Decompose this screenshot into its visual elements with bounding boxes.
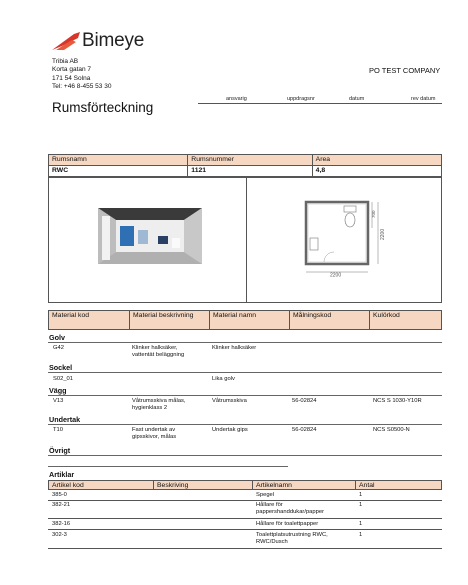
section-divider <box>48 372 442 373</box>
company-logo <box>52 30 162 52</box>
articles-title: Artiklar <box>49 470 75 479</box>
material-description-line: hygienklass 2 <box>132 404 168 411</box>
room-images-divider <box>246 176 247 303</box>
meta-revdate: rev datum <box>411 96 436 102</box>
material-name: Undertak gips <box>212 427 248 433</box>
address-line: Korta gatan 7 <box>52 66 92 74</box>
material-description-line: vattentät beläggning <box>132 351 185 358</box>
meta-client: uppdragsnr <box>287 96 315 102</box>
article-code: 302-3 <box>52 532 67 538</box>
article-header-description: Beskriving <box>154 481 253 490</box>
material-description <box>132 398 185 412</box>
section-divider <box>48 342 442 343</box>
meta-divider <box>198 103 442 104</box>
material-header-code: Material kod <box>49 311 130 330</box>
bimeye-logo-mark-icon <box>52 32 80 50</box>
address-line: Tel: +46 8-455 53 30 <box>52 83 112 91</box>
article-name-line: pappershanddukar/papper <box>256 508 325 515</box>
section-divider <box>48 455 442 456</box>
article-row-divider <box>48 500 442 501</box>
room-header-number: Rumsnummer <box>188 155 312 165</box>
room-area: 4,8 <box>315 167 326 174</box>
material-description-line: Våtrumsskiva målas, <box>132 398 186 404</box>
section-skirting: Sockel <box>49 363 73 372</box>
material-header-paint-code: Målningskod <box>290 311 370 330</box>
material-name: Klinker halksäker <box>212 345 257 351</box>
article-quantity: 1 <box>359 502 363 508</box>
article-header-name: Artikelnamn <box>253 481 356 490</box>
material-code: T10 <box>53 427 63 433</box>
article-quantity: 1 <box>359 532 363 538</box>
article-quantity: 1 <box>359 521 363 527</box>
section-floor: Golv <box>49 333 65 342</box>
page-title: Rumsförteckning <box>52 100 154 115</box>
material-description <box>132 345 184 359</box>
material-code: S02_01 <box>53 376 73 382</box>
article-name: Hållare för toalettpapper <box>256 521 319 527</box>
color-code: NCS S0500-N <box>373 427 410 433</box>
plan-dimension-width: 2200 <box>330 272 342 278</box>
section-other: Övrigt <box>49 446 71 455</box>
section-divider <box>48 395 442 396</box>
paint-code: 56-02824 <box>292 427 317 433</box>
article-name <box>256 532 328 545</box>
article-name-line: RWC/Dusch <box>256 538 288 545</box>
section-ceiling: Undertak <box>49 415 81 424</box>
article-code: 385-0 <box>52 492 67 498</box>
material-description <box>132 427 176 441</box>
room-table <box>48 154 442 178</box>
company-address <box>52 58 111 92</box>
article-name-line: Hållare för <box>256 502 283 508</box>
meta-responsible: ansvarig <box>226 96 247 102</box>
material-code: V13 <box>53 398 64 404</box>
article-row-divider <box>48 529 442 530</box>
address-line: Tribia AB <box>52 58 79 65</box>
articles-table-header <box>48 480 442 490</box>
article-row-divider <box>48 548 442 549</box>
room-header-area: Area <box>315 156 331 163</box>
material-description-line: Fast undertak av <box>132 427 176 433</box>
section-divider <box>48 424 442 425</box>
material-code: G42 <box>53 345 64 351</box>
material-name: Våtrumsskiva <box>212 398 247 404</box>
floor-plan-drawing <box>300 198 390 278</box>
material-name: Lika golv <box>212 376 235 382</box>
article-header-code: Artikel kod <box>49 481 154 490</box>
article-name <box>256 502 324 515</box>
client-company: PO TEST COMPANY <box>369 66 441 75</box>
room-header-name: Rumsnamn <box>49 155 188 165</box>
article-quantity: 1 <box>359 492 363 498</box>
logo-text: Bimeye <box>82 30 145 51</box>
plan-dimension-height: 2200 <box>380 228 386 240</box>
material-header-name: Material namn <box>210 311 290 330</box>
articles-top-divider <box>48 466 288 467</box>
article-row-divider <box>48 518 442 519</box>
material-description-line: Klinker halksäker, <box>132 345 178 351</box>
plan-dimension-small: 700 <box>371 210 376 218</box>
article-code: 382-21 <box>52 502 71 508</box>
material-table-header <box>48 310 442 330</box>
room-header-row <box>48 154 442 166</box>
material-header-color-code: Kulörkod <box>373 312 400 319</box>
article-name-line: Toalettplatsutrustning RWC, <box>256 532 328 538</box>
meta-date: datum <box>349 96 365 102</box>
room-name: RWC <box>49 166 188 177</box>
article-header-quantity: Antal <box>359 482 375 489</box>
section-wall: Vägg <box>49 386 67 395</box>
color-code: NCS S 1030-Y10R <box>373 398 422 404</box>
article-name: Spegel <box>256 492 275 498</box>
paint-code: 56-02824 <box>292 398 317 404</box>
article-code: 382-16 <box>52 521 71 527</box>
material-description-line: gipsskivor, målas <box>132 433 177 440</box>
material-header-description: Material beskrivning <box>130 311 210 330</box>
address-line: 171 54 Solna <box>52 74 91 82</box>
room-render-image <box>98 208 202 264</box>
room-number: 1121 <box>188 166 312 177</box>
